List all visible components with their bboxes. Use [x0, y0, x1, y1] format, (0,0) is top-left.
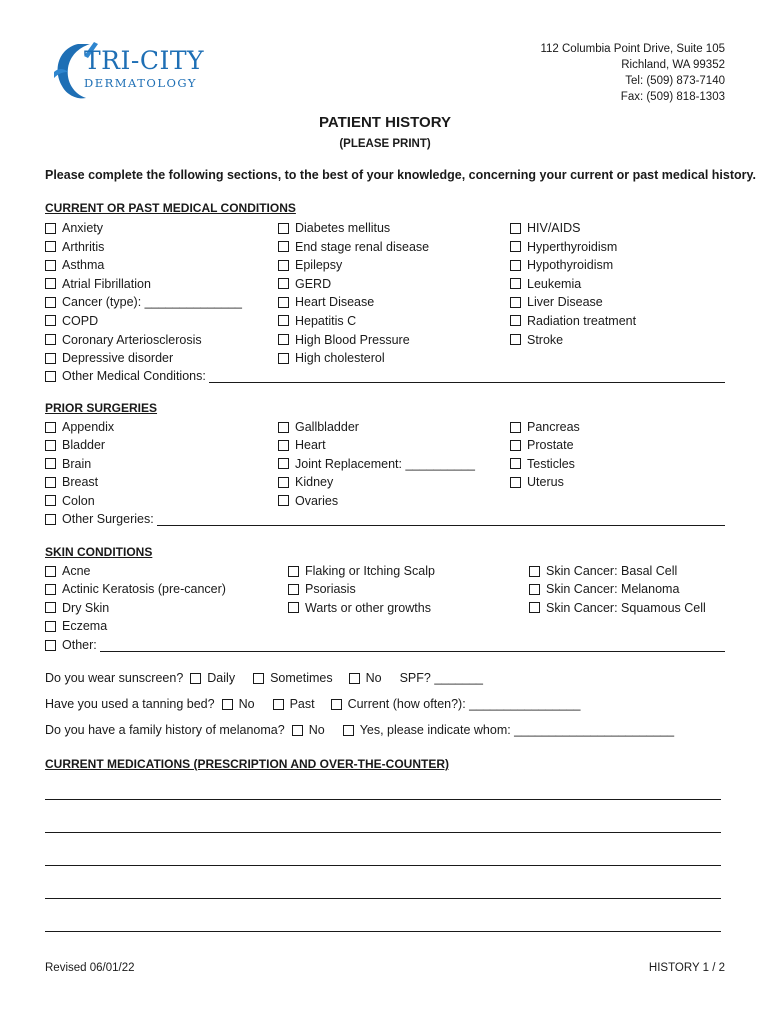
- medication-line[interactable]: [45, 832, 721, 833]
- checkbox[interactable]: [278, 422, 289, 433]
- option-label: Current (how often?): ________________: [347, 697, 581, 711]
- checkbox-label: Asthma: [62, 258, 105, 273]
- conditions-col2: [278, 220, 429, 369]
- checkbox[interactable]: [510, 241, 521, 252]
- checkbox-item[interactable]: [45, 313, 242, 329]
- checkbox[interactable]: [278, 477, 289, 488]
- checkbox[interactable]: [273, 699, 284, 710]
- checkbox-item[interactable]: [529, 581, 706, 597]
- checkbox-item[interactable]: [510, 294, 636, 310]
- checkbox-label: Flaking or Itching Scalp: [305, 564, 435, 578]
- checkbox[interactable]: [190, 673, 201, 684]
- checkbox[interactable]: [510, 334, 521, 345]
- checkbox-label: Other Surgeries:: [62, 512, 154, 526]
- checkbox[interactable]: [222, 699, 233, 710]
- checkbox[interactable]: [45, 602, 56, 613]
- logo-name: TRI-CITY: [84, 46, 205, 75]
- checkbox-label: Epilepsy: [295, 258, 343, 273]
- checkbox-label: Arthritis: [62, 239, 105, 254]
- checkbox-item[interactable]: [278, 493, 475, 509]
- checkbox-item[interactable]: [529, 563, 706, 579]
- checkbox-label: Leukemia: [527, 276, 582, 291]
- other-surgeries-input[interactable]: [157, 513, 725, 526]
- checkbox[interactable]: [45, 278, 56, 289]
- checkbox[interactable]: [529, 584, 540, 595]
- checkbox-label: Dry Skin: [62, 600, 110, 615]
- checkbox[interactable]: [278, 495, 289, 506]
- checkbox-item[interactable]: [278, 257, 429, 273]
- checkbox-label: Cancer (type): ______________: [62, 295, 242, 310]
- checkbox-label: Anxiety: [62, 221, 103, 235]
- medication-line[interactable]: [45, 799, 721, 800]
- checkbox[interactable]: [45, 458, 56, 469]
- medication-line[interactable]: [45, 865, 721, 866]
- checkbox-item[interactable]: [45, 493, 114, 509]
- checkbox-item[interactable]: [529, 600, 706, 616]
- checkbox-item[interactable]: [278, 419, 475, 435]
- checkbox[interactable]: [45, 514, 56, 525]
- checkbox-item[interactable]: [510, 437, 580, 453]
- checkbox-label: Pancreas: [527, 420, 580, 434]
- checkbox-item[interactable]: [278, 220, 429, 236]
- checkbox[interactable]: [510, 297, 521, 308]
- checkbox[interactable]: [288, 584, 299, 595]
- checkbox[interactable]: [278, 315, 289, 326]
- checkbox-item[interactable]: [278, 294, 429, 310]
- checkbox[interactable]: [45, 223, 56, 234]
- skin-col3: [529, 563, 706, 618]
- checkbox-label: HIV/AIDS: [527, 221, 581, 235]
- checkbox[interactable]: [510, 440, 521, 451]
- page-subtitle: (PLEASE PRINT): [339, 138, 431, 150]
- checkbox[interactable]: [45, 566, 56, 577]
- skin-col2: [288, 563, 435, 618]
- option-label: Yes, please indicate whom: _______________________: [359, 723, 675, 737]
- checkbox[interactable]: [510, 422, 521, 433]
- option-label: Sometimes: [270, 671, 333, 685]
- checkbox[interactable]: [510, 477, 521, 488]
- checkbox-label: Warts or other growths: [305, 600, 431, 615]
- checkbox-label: Psoriasis: [305, 582, 356, 597]
- checkbox-label: Other Medical Conditions:: [62, 369, 206, 383]
- revised-date: Revised 06/01/22: [45, 962, 135, 974]
- checkbox-label: Gallbladder: [295, 420, 359, 434]
- conditions-heading: CURRENT OR PAST MEDICAL CONDITIONS: [45, 201, 296, 215]
- checkbox-item[interactable]: [45, 239, 242, 255]
- page-title: PATIENT HISTORY: [319, 114, 451, 131]
- checkbox-label: Atrial Fibrillation: [62, 276, 151, 291]
- checkbox[interactable]: [45, 371, 56, 382]
- checkbox[interactable]: [278, 353, 289, 364]
- checkbox-label: Depressive disorder: [62, 351, 174, 366]
- checkbox[interactable]: [288, 566, 299, 577]
- checkbox[interactable]: [510, 223, 521, 234]
- checkbox-item[interactable]: [45, 419, 114, 435]
- checkbox-label: Liver Disease: [527, 295, 603, 310]
- checkbox-item[interactable]: [278, 239, 429, 255]
- option-label: Past: [289, 697, 315, 711]
- medications-heading: CURRENT MEDICATIONS (PRESCRIPTION AND OVER-THE-COUNTER): [45, 757, 449, 771]
- checkbox-item[interactable]: [510, 474, 580, 490]
- checkbox[interactable]: [292, 725, 303, 736]
- checkbox-label: Hyperthyroidism: [527, 239, 618, 254]
- checkbox-label: Skin Cancer: Squamous Cell: [546, 600, 706, 615]
- checkbox[interactable]: [253, 673, 264, 684]
- checkbox[interactable]: [45, 353, 56, 364]
- checkbox[interactable]: [331, 699, 342, 710]
- checkbox-label: Skin Cancer: Basal Cell: [546, 564, 678, 578]
- checkbox-item[interactable]: [45, 600, 226, 616]
- checkbox[interactable]: [45, 241, 56, 252]
- option-label: No: [365, 671, 382, 685]
- checkbox[interactable]: [45, 334, 56, 345]
- checkbox-item[interactable]: [510, 419, 580, 435]
- medication-line[interactable]: [45, 898, 721, 899]
- checkbox-label: Joint Replacement: __________: [295, 456, 475, 471]
- checkbox[interactable]: [510, 260, 521, 271]
- checkbox-label: Coronary Arteriosclerosis: [62, 332, 202, 347]
- checkbox[interactable]: [45, 260, 56, 271]
- checkbox-label: Colon: [62, 493, 95, 508]
- option-label: No: [238, 697, 255, 711]
- checkbox[interactable]: [45, 315, 56, 326]
- checkbox-item[interactable]: [45, 332, 242, 348]
- checkbox-item[interactable]: [45, 618, 226, 634]
- checkbox-label: Actinic Keratosis (pre-cancer): [62, 582, 226, 597]
- other-conditions-field[interactable]: [45, 368, 725, 384]
- checkbox[interactable]: [510, 278, 521, 289]
- surgeries-col2: [278, 419, 475, 511]
- checkbox-item[interactable]: [278, 350, 429, 366]
- checkbox[interactable]: [278, 241, 289, 252]
- instructions: Please complete the following sections, to the best of your knowledge, concerning your current or past medical history.: [45, 168, 757, 182]
- checkbox-item[interactable]: [510, 332, 636, 348]
- checkbox[interactable]: [45, 640, 56, 651]
- checkbox-label: Appendix: [62, 420, 115, 434]
- checkbox[interactable]: [45, 297, 56, 308]
- checkbox-label: End stage renal disease: [295, 239, 430, 254]
- checkbox-label: Stroke: [527, 332, 564, 347]
- clinic-address: [540, 41, 725, 105]
- checkbox-item[interactable]: [510, 239, 636, 255]
- checkbox-item[interactable]: [45, 474, 114, 490]
- checkbox-item[interactable]: [510, 456, 580, 472]
- checkbox-item[interactable]: [45, 257, 242, 273]
- checkbox[interactable]: [45, 495, 56, 506]
- other-surgeries-field[interactable]: [45, 511, 725, 527]
- checkbox[interactable]: [45, 422, 56, 433]
- checkbox-item[interactable]: [510, 313, 636, 329]
- checkbox[interactable]: [278, 278, 289, 289]
- checkbox[interactable]: [45, 621, 56, 632]
- checkbox[interactable]: [510, 315, 521, 326]
- question-label: Do you wear sunscreen?: [45, 671, 184, 685]
- checkbox[interactable]: [529, 566, 540, 577]
- surgeries-col1: [45, 419, 114, 511]
- checkbox-label: Heart Disease: [295, 295, 375, 310]
- checkbox-label: Acne: [62, 564, 91, 578]
- checkbox-label: Hepatitis C: [295, 313, 357, 328]
- address-line: Tel: (509) 873-7140: [625, 75, 725, 87]
- address-line: 112 Columbia Point Drive, Suite 105: [540, 43, 725, 55]
- checkbox-item[interactable]: [510, 257, 636, 273]
- checkbox-item[interactable]: [45, 220, 242, 236]
- skin-col1: [45, 563, 226, 637]
- checkbox[interactable]: [45, 584, 56, 595]
- checkbox-label: GERD: [295, 276, 332, 291]
- checkbox-item[interactable]: [278, 474, 475, 490]
- other-skin-input[interactable]: [100, 639, 725, 652]
- checkbox-label: Brain: [62, 456, 92, 471]
- sunscreen-question: [45, 671, 483, 685]
- address-line: Richland, WA 99352: [621, 59, 725, 71]
- question-label: Have you used a tanning bed?: [45, 697, 215, 711]
- checkbox[interactable]: [288, 602, 299, 613]
- checkbox[interactable]: [278, 260, 289, 271]
- checkbox-label: Heart: [295, 438, 326, 453]
- checkbox-label: Diabetes mellitus: [295, 221, 391, 235]
- skin-heading: SKIN CONDITIONS: [45, 545, 153, 559]
- spf-field[interactable]: SPF? _______: [399, 671, 483, 685]
- checkbox-label: Ovaries: [295, 493, 339, 508]
- checkbox-label: Skin Cancer: Melanoma: [546, 582, 680, 597]
- checkbox-item[interactable]: [288, 581, 435, 597]
- surgeries-heading: PRIOR SURGERIES: [45, 401, 158, 415]
- checkbox-item[interactable]: [278, 437, 475, 453]
- conditions-col3: [510, 220, 636, 350]
- checkbox-label: Kidney: [295, 475, 334, 490]
- checkbox-item[interactable]: [288, 563, 435, 579]
- checkbox-label: Eczema: [62, 619, 108, 634]
- checkbox-item[interactable]: [45, 581, 226, 597]
- checkbox[interactable]: [278, 334, 289, 345]
- checkbox[interactable]: [343, 725, 354, 736]
- checkbox[interactable]: [45, 477, 56, 488]
- checkbox-label: Testicles: [527, 456, 575, 471]
- checkbox-label: Other:: [62, 638, 97, 652]
- conditions-col1: [45, 220, 242, 369]
- checkbox-label: Breast: [62, 475, 99, 490]
- page-number: HISTORY 1 / 2: [648, 962, 725, 974]
- checkbox-item[interactable]: [45, 456, 114, 472]
- checkbox-item[interactable]: [45, 563, 226, 579]
- surgeries-col3: [510, 419, 580, 493]
- checkbox-label: High cholesterol: [295, 351, 385, 366]
- melanoma-question: [45, 723, 674, 737]
- checkbox-label: Uterus: [527, 475, 564, 490]
- checkbox[interactable]: [278, 440, 289, 451]
- checkbox[interactable]: [510, 458, 521, 469]
- logo-subname: DERMATOLOGY: [84, 76, 197, 90]
- option-label: No: [308, 723, 325, 737]
- other-skin-field[interactable]: [45, 637, 725, 653]
- checkbox-item[interactable]: [278, 332, 429, 348]
- checkbox-item[interactable]: [510, 220, 636, 236]
- checkbox[interactable]: [278, 297, 289, 308]
- medication-line[interactable]: [45, 931, 721, 932]
- checkbox[interactable]: [349, 673, 360, 684]
- checkbox-item[interactable]: [278, 456, 475, 472]
- checkbox[interactable]: [529, 602, 540, 613]
- checkbox-label: Radiation treatment: [527, 313, 637, 328]
- checkbox-item[interactable]: [288, 600, 435, 616]
- address-line: Fax: (509) 818-1303: [620, 91, 725, 103]
- checkbox-item[interactable]: [278, 313, 429, 329]
- checkbox-item[interactable]: [510, 276, 636, 292]
- checkbox[interactable]: [278, 223, 289, 234]
- checkbox-item[interactable]: [45, 276, 242, 292]
- tanning-question: [45, 697, 580, 711]
- checkbox[interactable]: [278, 458, 289, 469]
- checkbox-label: Bladder: [62, 438, 106, 453]
- checkbox-item[interactable]: [45, 437, 114, 453]
- option-label: Daily: [207, 671, 236, 685]
- checkbox[interactable]: [45, 440, 56, 451]
- checkbox-item[interactable]: [278, 276, 429, 292]
- question-label: Do you have a family history of melanoma?: [45, 723, 285, 737]
- checkbox-label: Prostate: [527, 438, 574, 453]
- checkbox-label: COPD: [62, 313, 99, 328]
- checkbox-item[interactable]: [45, 350, 242, 366]
- checkbox-label: High Blood Pressure: [295, 332, 410, 347]
- other-conditions-input[interactable]: [209, 370, 725, 383]
- checkbox-item[interactable]: [45, 294, 242, 310]
- checkbox-label: Hypothyroidism: [527, 258, 614, 273]
